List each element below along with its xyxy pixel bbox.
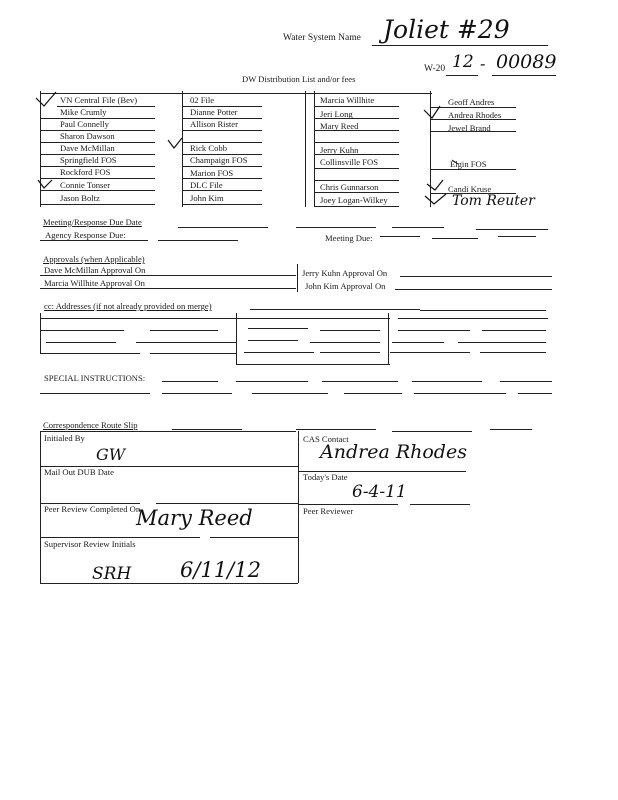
special-line [414,393,506,394]
dist-name: Elgin FOS [450,159,487,169]
dist-name: Marcia Willhite [320,95,375,105]
cc-line [236,364,390,365]
dist-name: Jewel Brand [448,123,491,133]
route-line [410,504,470,505]
route-box-top [40,431,296,432]
cc-border [40,313,41,353]
peer-completed-value: Mary Reed [136,506,253,530]
initialed-by-label: Initialed By [44,433,85,443]
special-line [236,381,308,382]
supervisor-label: Supervisor Review Initials [44,539,136,549]
dist-name: Allison Rister [190,119,238,129]
dist-name: Mike Crumly [60,107,107,117]
special-instructions-label: SPECIAL INSTRUCTIONS: [44,373,146,383]
dist-name: Champaign FOS [190,155,248,165]
route-line [156,503,298,504]
meeting-heading: Meeting/Response Due Date [43,217,142,227]
initialed-by-value: GW [96,445,126,464]
route-line [298,504,398,505]
dist-name: Chris Gunnarson [320,182,379,192]
approval-dave: Dave McMillan Approval On [44,265,146,275]
cc-line [480,352,546,353]
meeting-line [498,236,536,237]
cc-heading-text: cc: Addresses (if not already provided on merge) [44,301,212,311]
dist-name: Rick Cobb [190,143,228,153]
cc-line [244,352,314,353]
check-mark-icon [36,92,56,106]
approvals-heading: Approvals (when Applicable) [43,254,145,264]
cc-line [392,342,444,343]
meeting-line [158,240,238,241]
cc-line [40,353,140,354]
special-line [518,393,552,394]
cas-contact-value: Andrea Rhodes [320,441,467,463]
dist-name: VN Central File (Bev) [60,95,138,105]
meeting-line [432,238,478,239]
approval-line [400,276,552,277]
cc-line [40,330,124,331]
special-line [322,381,398,382]
route-line [172,429,242,430]
check-mark-icon [427,180,443,190]
cc-line [150,353,236,354]
approval-line [40,275,296,276]
cc-line [40,318,238,319]
cc-border [236,313,237,365]
dist-name: Dave McMillan [60,143,115,153]
approval-jerry: Jerry Kuhn Approval On [302,268,388,278]
peer-reviewer-label: Peer Reviewer [303,506,354,516]
cc-line [390,352,470,353]
cas-contact-label: CAS Contact [303,434,349,444]
w-dash: - [480,54,486,73]
cc-line [136,342,236,343]
approval-john: John Kim Approval On [305,281,386,291]
cc-line [310,342,380,343]
dist-handwritten-name: Tom Reuter [452,193,535,209]
todays-date-label: Today's Date [303,472,348,482]
check-mark-icon [425,194,446,204]
check-mark-icon [168,138,182,148]
cc-heading [44,302,212,311]
mail-out-label: Mail Out DUB Date [44,467,114,477]
meeting-due-label: Meeting Due: [325,233,373,243]
supervisor-date: 6/11/12 [180,558,261,582]
approval-line [395,289,552,290]
cc-line [150,330,218,331]
special-line [500,381,552,382]
special-line [40,393,150,394]
w-prefix: W-20 [424,64,446,74]
cc-line [236,318,390,319]
dist-name: Marion FOS [190,168,234,178]
approval-line [40,288,296,289]
distribution-title: DW Distribution List and/or fees [242,74,356,84]
dist-name: John Kim [190,193,224,203]
approval-marcia: Marcia Willhite Approval On [44,278,145,288]
todays-date-value: 6-4-11 [352,482,407,502]
dist-name: Connie Tonser [60,180,111,190]
special-line [344,393,402,394]
cc-line [248,340,298,341]
dist-name: Rockford FOS [60,167,111,177]
cc-line [46,342,116,343]
special-line [162,393,232,394]
special-line [162,381,218,382]
route-line [210,537,298,538]
cc-line [398,330,470,331]
route-line [392,431,472,432]
route-line [40,537,200,538]
cc-line [248,328,308,329]
check-mark-icon [38,180,52,188]
meeting-line [178,227,268,228]
dist-name: Jason Boltz [60,193,100,203]
water-system-label: Water System Name [283,33,361,43]
w-number: 00089 [496,51,557,73]
meeting-line [296,227,376,228]
meeting-line [476,229,548,230]
cc-line [320,330,380,331]
peer-completed-label: Peer Review Completed On [44,504,141,514]
route-line [296,429,376,430]
special-line [252,393,328,394]
dist-name: Jerry Kuhn [320,145,359,155]
route-box-divider [298,431,299,583]
cc-line [250,309,420,310]
supervisor-initials: SRH [92,564,132,584]
cc-line [482,330,546,331]
dist-name: Springfield FOS [60,155,117,165]
dist-name: Jeri Long [320,109,353,119]
special-line [412,381,482,382]
dist-name: DLC File [190,180,223,190]
w-year: 12 [452,52,474,72]
dist-name: Dianne Potter [190,107,238,117]
route-box-left [40,431,41,583]
dist-name: 02 File [190,95,215,105]
water-system-value: Joliet #29 [383,15,510,44]
dist-name: Paul Connelly [60,119,109,129]
dist-name: Andrea Rhodes [448,110,502,120]
cc-line [420,310,546,311]
route-line [490,429,532,430]
cc-border [388,313,389,365]
cc-line [398,318,548,319]
cc-line [320,352,380,353]
dist-name: Collinsville FOS [320,157,379,167]
agency-response-label: Agency Response Due: [45,230,126,240]
route-heading: Correspondence Route Slip [43,420,138,430]
approval-divider [297,264,298,292]
agency-response-line [40,240,148,241]
dist-name: Candi Kruse [448,184,492,194]
dist-name: Joey Logan-Wilkey [320,195,388,205]
meeting-line [392,227,444,228]
dist-name: Geoff Andres [448,97,495,107]
cc-line [458,342,546,343]
dist-name: Sharon Dawson [60,131,115,141]
dist-name: Mary Reed [320,121,359,131]
check-mark-icon [452,160,458,164]
route-box-bottom [40,583,298,584]
check-mark-icon [424,106,440,118]
meeting-line [380,236,420,237]
